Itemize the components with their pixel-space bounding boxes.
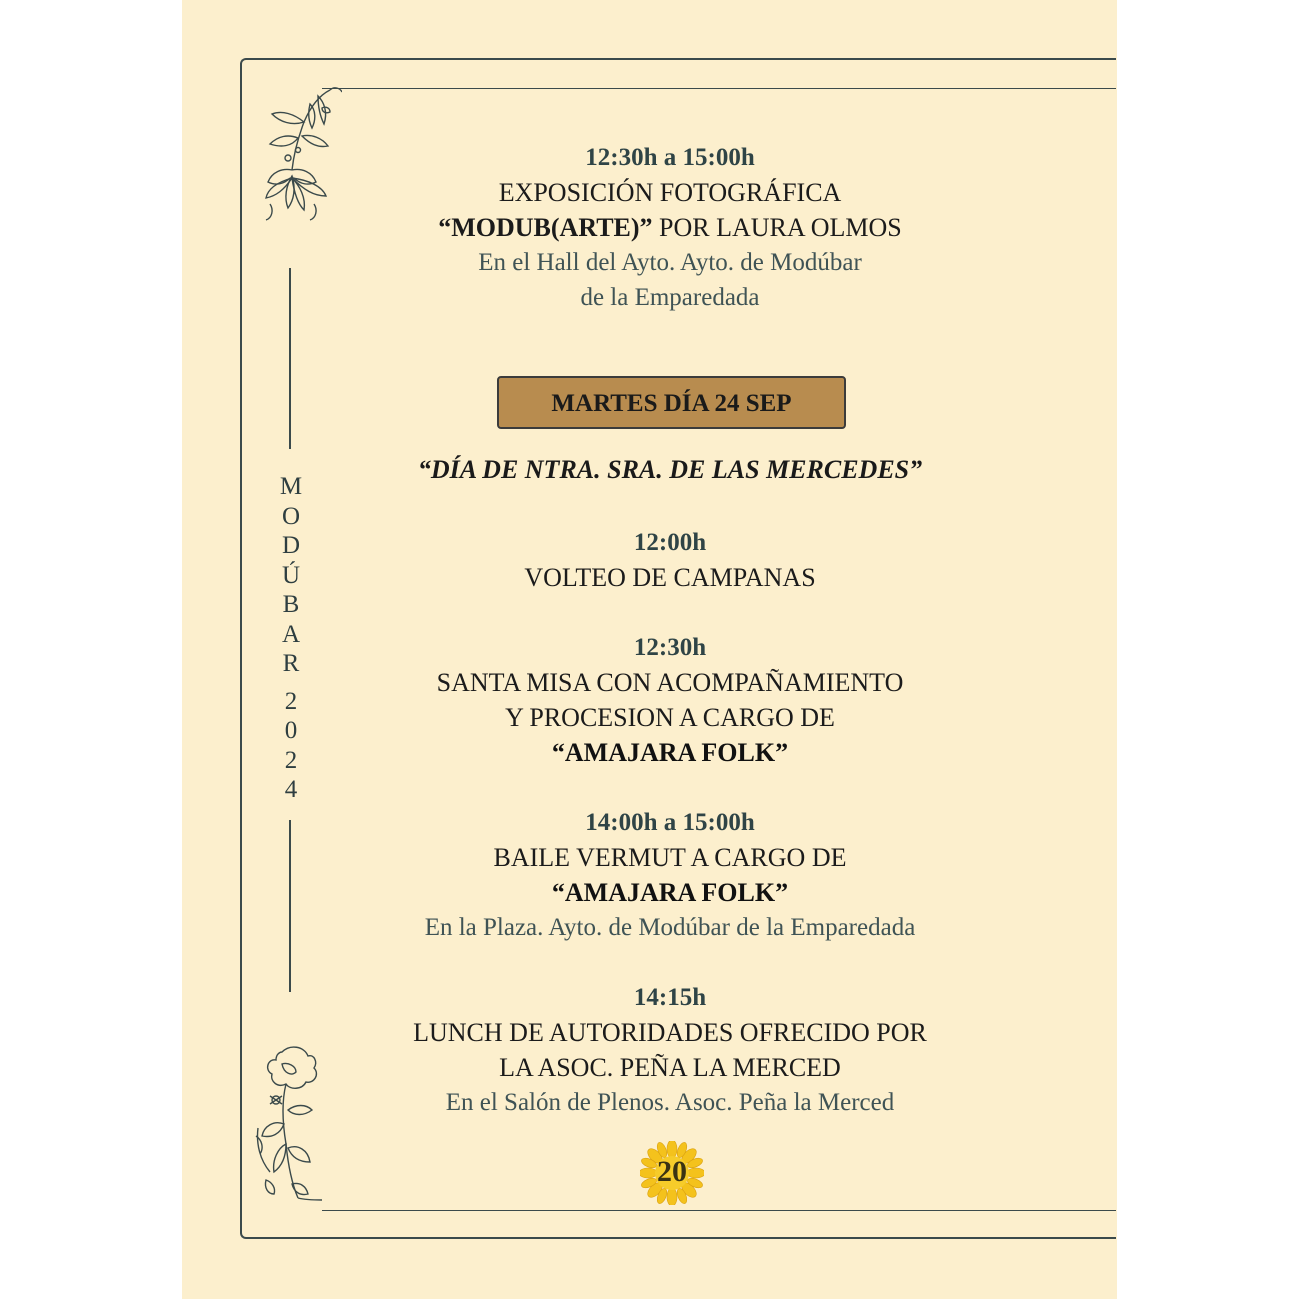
side-letter: R bbox=[282, 650, 300, 677]
event-performer: “AMAJARA FOLK” bbox=[551, 738, 789, 767]
side-letter: 4 bbox=[284, 776, 298, 803]
side-title bbox=[276, 472, 306, 805]
event-title-bold: “MODUB(ARTE)” bbox=[438, 213, 653, 242]
event-time: 12:30h bbox=[633, 634, 707, 661]
side-letter: Ú bbox=[281, 561, 301, 589]
event-volteo bbox=[340, 525, 1000, 595]
event-place: En el Salón de Plenos. Asoc. Peña la Merced bbox=[445, 1089, 895, 1116]
event-title: VOLTEO DE CAMPANAS bbox=[524, 563, 816, 592]
day-badge: MARTES DÍA 24 SEP bbox=[497, 376, 846, 429]
event-vermut bbox=[340, 805, 1000, 945]
side-letter: M bbox=[279, 473, 303, 500]
event-title-line2 bbox=[340, 210, 1000, 245]
event-time: 12:00h bbox=[633, 529, 707, 556]
event-title-rest: POR LAURA OLMOS bbox=[652, 213, 902, 242]
side-letter: 2 bbox=[284, 687, 298, 715]
event-title-line2: LA ASOC. PEÑA LA MERCED bbox=[499, 1053, 841, 1082]
event-exposicion bbox=[340, 140, 1000, 315]
event-title: BAILE VERMUT A CARGO DE bbox=[493, 843, 847, 872]
side-letter: 2 bbox=[284, 746, 298, 774]
floral-ornament-bottom-icon bbox=[252, 1044, 324, 1202]
event-title: EXPOSICIÓN FOTOGRÁFICA bbox=[498, 178, 842, 207]
side-letter: B bbox=[282, 591, 300, 618]
side-letter: O bbox=[281, 502, 301, 530]
event-title: LUNCH DE AUTORIDADES OFRECIDO POR bbox=[413, 1018, 927, 1047]
event-place: En la Plaza. Ayto. de Modúbar de la Emparedada bbox=[424, 914, 916, 941]
side-letter: A bbox=[281, 620, 301, 648]
event-place-line2: de la Emparedada bbox=[580, 284, 760, 311]
side-divider-bottom bbox=[289, 820, 291, 992]
side-letter: D bbox=[281, 532, 301, 559]
floral-ornament-top-icon bbox=[258, 86, 342, 226]
event-performer: “AMAJARA FOLK” bbox=[551, 878, 789, 907]
event-time: 14:15h bbox=[633, 984, 707, 1011]
event-misa bbox=[340, 630, 1000, 770]
side-divider-top bbox=[289, 268, 291, 449]
event-time: 14:00h a 15:00h bbox=[585, 809, 755, 836]
event-place: En el Hall del Ayto. Ayto. de Modúbar bbox=[478, 249, 862, 276]
event-lunch bbox=[340, 980, 1000, 1120]
day-subtitle: “DÍA DE NTRA. SRA. DE LAS MERCEDES” bbox=[417, 455, 923, 484]
event-title-line2: Y PROCESION A CARGO DE bbox=[505, 703, 835, 732]
event-title: SANTA MISA CON ACOMPAÑAMIENTO bbox=[436, 668, 904, 697]
page-number: 20 bbox=[657, 1155, 687, 1188]
event-time: 12:30h a 15:00h bbox=[585, 144, 755, 171]
side-letter: 0 bbox=[284, 717, 298, 744]
